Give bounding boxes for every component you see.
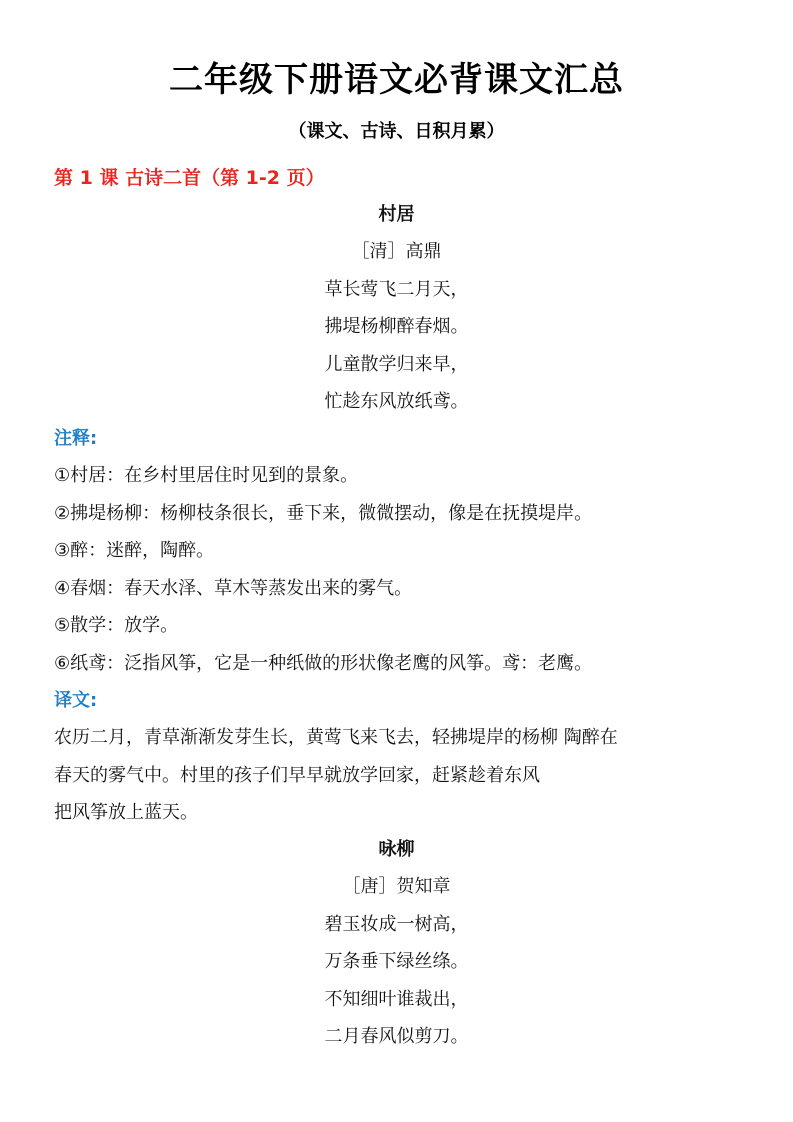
poem-line: 儿童散学归来早， — [324, 354, 469, 375]
poem-line: 忙趁东风放纸鸢。 — [324, 391, 469, 412]
notes-label: 注释: — [54, 428, 98, 449]
translation-line: 把风筝放上蓝天。 — [54, 802, 198, 823]
translation-line: 农历二月，青草渐渐发芽生长，黄莺飞来飞去，轻拂堤岸的杨柳 陶醉在 — [54, 727, 618, 748]
poem-line: 不知细叶谁裁出， — [324, 989, 469, 1010]
translation-label: 译文: — [54, 690, 98, 711]
document-subtitle: （课文、古诗、日积月累） — [288, 121, 505, 142]
note-item: ⑤散学：放学。 — [54, 615, 179, 636]
document-title: 二年级下册语文必背课文汇总 — [169, 60, 624, 100]
poem-author-yongliu: ［唐］贺知章 — [342, 876, 451, 897]
note-item: ①村居：在乡村里居住时见到的景象。 — [54, 465, 359, 486]
poem-author-cunju: ［清］高鼎 — [351, 241, 442, 262]
poem-line: 碧玉妆成一树高， — [324, 914, 469, 935]
note-item: ③醉：迷醉，陶醉。 — [54, 540, 215, 561]
poem-line: 万条垂下绿丝绦。 — [324, 951, 469, 972]
poem-line: 拂堤杨柳醉春烟。 — [324, 316, 469, 337]
poem-line: 草长莺飞二月天， — [324, 279, 469, 300]
poem-title-cunju: 村居 — [378, 204, 415, 225]
lesson-heading: 第 1 课 古诗二首（第 1-2 页） — [54, 167, 325, 189]
translation-line: 春天的雾气中。村里的孩子们早早就放学回家，赶紧趁着东风 — [54, 765, 540, 786]
poem-line: 二月春风似剪刀。 — [324, 1026, 469, 1047]
poem-title-yongliu: 咏柳 — [378, 839, 415, 860]
note-item: ⑥纸鸢：泛指风筝，它是一种纸做的形状像老鹰的风筝。鸢：老鹰。 — [54, 653, 593, 674]
note-item: ②拂堤杨柳：杨柳枝条很长，垂下来，微微摆动，像是在抚摸堤岸。 — [54, 503, 593, 524]
note-item: ④春烟：春天水泽、草木等蒸发出来的雾气。 — [54, 578, 413, 599]
